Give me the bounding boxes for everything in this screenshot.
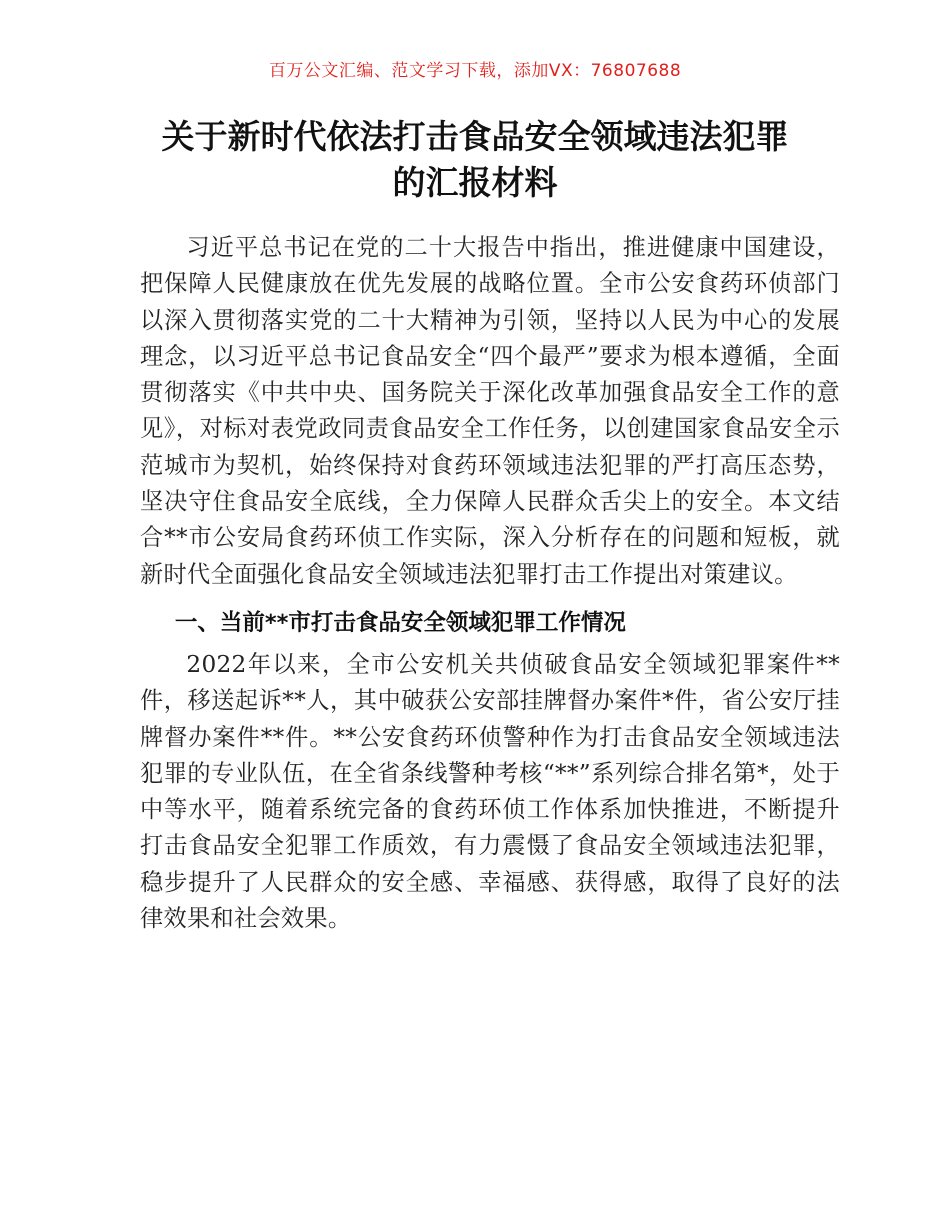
promo-banner: 百万公文汇编、范文学习下载，添加VX：76807688 bbox=[268, 61, 682, 81]
intro-paragraph: 习近平总书记在党的二十大报告中指出，推进健康中国建设，把保障人民健康放在优先发展的战略位置。全市公安食药环侦部门以深入贯彻落实党的二十大精神为引领，坚持以人民为中心的发展理念，以习近平总书记食品安全“四个最严”要求为根本遵循，全面贯彻落实《中共中央、国务院关于深化改革加强食品安全工作的意见》，对标对表党政同责食品安全工作任务，以创建国家食品安全示范城市为契机，始终保持对食药环领域违法犯罪的严打高压态势，坚决守住食品安全底线，全力保障人民群众舌尖上的安全。本文结合**市公安局食药环侦工作实际，深入分析存在的问题和短板，就新时代全面强化食品安全领域违法犯罪打击工作提出对策建议。 bbox=[140, 234, 840, 588]
title-line-1: 关于新时代依法打击食品安全领域违法犯罪 bbox=[161, 117, 789, 156]
document-body bbox=[140, 230, 840, 937]
section-heading-1: 一、当前**市打击食品安全领域犯罪工作情况 bbox=[174, 609, 626, 636]
document-title bbox=[90, 114, 860, 206]
title-line-2: 的汇报材料 bbox=[392, 163, 558, 202]
section-1-paragraph: 2022年以来，全市公安机关共侦破食品安全领域犯罪案件**件，移送起诉**人，其中破获公安部挂牌督办案件*件，省公安厅挂牌督办案件**件。**公安食药环侦警种作为打击食品安全领域违法犯罪的专业队伍，在全省条线警种考核“**”系列综合排名第*，处于中等水平，随着系统完备的食药环侦工作体系加快推进，不断提升打击食品安全犯罪工作质效，有力震慑了食品安全领域违法犯罪，稳步提升了人民群众的安全感、幸福感、获得感，取得了良好的法律效果和社会效果。 bbox=[140, 650, 840, 933]
